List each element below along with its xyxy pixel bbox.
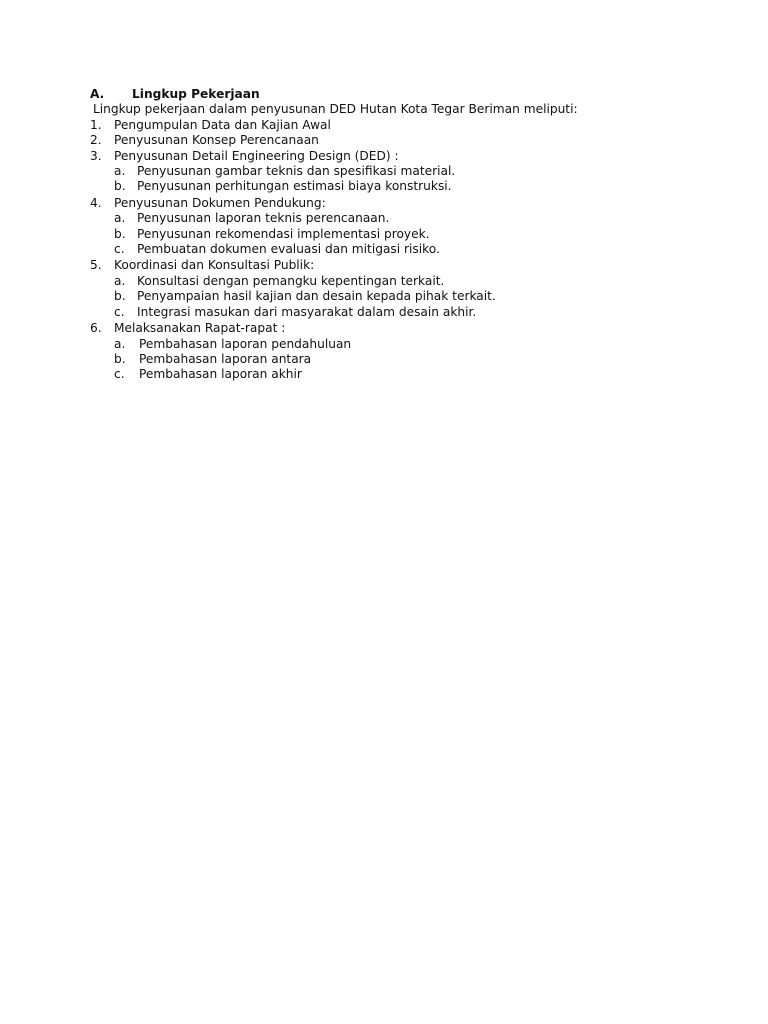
document-body <box>90 87 710 383</box>
sub-list-item <box>114 305 710 320</box>
list-number: 4. <box>90 195 102 210</box>
list-number: 2. <box>90 133 102 148</box>
sub-list-letter: a. <box>114 211 126 226</box>
sub-list <box>114 211 710 257</box>
sub-list-letter: b. <box>114 289 126 304</box>
sub-list-letter: c. <box>114 304 125 319</box>
intro-paragraph: Lingkup pekerjaan dalam penyusunan DED Hutan Kota Tegar Beriman meliputi: <box>93 102 578 117</box>
sub-list-letter: c. <box>114 367 125 382</box>
list-item <box>90 196 710 211</box>
list-number: 6. <box>90 321 102 336</box>
sub-list-item <box>114 289 710 304</box>
sub-list-text: Pembahasan laporan pendahuluan <box>139 336 352 351</box>
sub-list-letter: c. <box>114 242 125 257</box>
sub-list-item <box>114 274 710 289</box>
list-item <box>90 118 710 133</box>
sub-list-text: Pembuatan dokumen evaluasi dan mitigasi risiko. <box>137 242 440 257</box>
list-item <box>90 321 710 336</box>
list-item-text: Penyusunan Konsep Perencanaan <box>114 133 319 148</box>
sub-list-text: Integrasi masukan dari masyarakat dalam desain akhir. <box>137 304 477 319</box>
sub-list-letter: a. <box>114 336 126 351</box>
sub-list-letter: b. <box>114 179 126 194</box>
sub-list-text: Penyusunan laporan teknis perencanaan. <box>137 211 390 226</box>
sub-list-text: Penyampaian hasil kajian dan desain kepada pihak terkait. <box>137 289 496 304</box>
sub-list-item <box>114 164 710 179</box>
sub-list-letter: b. <box>114 226 126 241</box>
sub-list-item <box>114 227 710 242</box>
list-item-text: Koordinasi dan Konsultasi Publik: <box>114 258 315 273</box>
list-number: 1. <box>90 117 102 132</box>
sub-list-item <box>114 179 710 194</box>
sub-list-text: Penyusunan perhitungan estimasi biaya konstruksi. <box>137 179 452 194</box>
sub-list-item <box>114 367 710 382</box>
list-item-text: Pengumpulan Data dan Kajian Awal <box>114 117 331 132</box>
sub-list-item <box>114 211 710 226</box>
sub-list-item <box>114 337 710 352</box>
section-heading <box>90 87 710 102</box>
sub-list-text: Penyusunan gambar teknis dan spesifikasi material. <box>137 164 456 179</box>
list-item-text: Penyusunan Detail Engineering Design (DED) : <box>114 148 399 163</box>
sub-list-text: Konsultasi dengan pemangku kepentingan terkait. <box>137 273 445 288</box>
list-item <box>90 133 710 148</box>
sub-list-item <box>114 352 710 367</box>
sub-list <box>114 337 710 383</box>
sub-list-letter: b. <box>114 351 126 366</box>
list-item <box>90 149 710 164</box>
sub-list-text: Penyusunan rekomendasi implementasi proyek. <box>137 226 430 241</box>
sub-list-letter: a. <box>114 164 126 179</box>
list-item-text: Melaksanakan Rapat-rapat : <box>114 321 286 336</box>
sub-list-text: Pembahasan laporan antara <box>139 351 312 366</box>
sub-list <box>114 274 710 320</box>
list-number: 3. <box>90 148 102 163</box>
sub-list-letter: a. <box>114 273 126 288</box>
section-title: Lingkup Pekerjaan <box>132 87 260 101</box>
list-number: 5. <box>90 258 102 273</box>
sub-list-item <box>114 242 710 257</box>
section-letter: A. <box>90 87 105 101</box>
sub-list-text: Pembahasan laporan akhir <box>139 367 302 382</box>
sub-list <box>114 164 710 195</box>
list-item-text: Penyusunan Dokumen Pendukung: <box>114 195 326 210</box>
list-item <box>90 258 710 273</box>
